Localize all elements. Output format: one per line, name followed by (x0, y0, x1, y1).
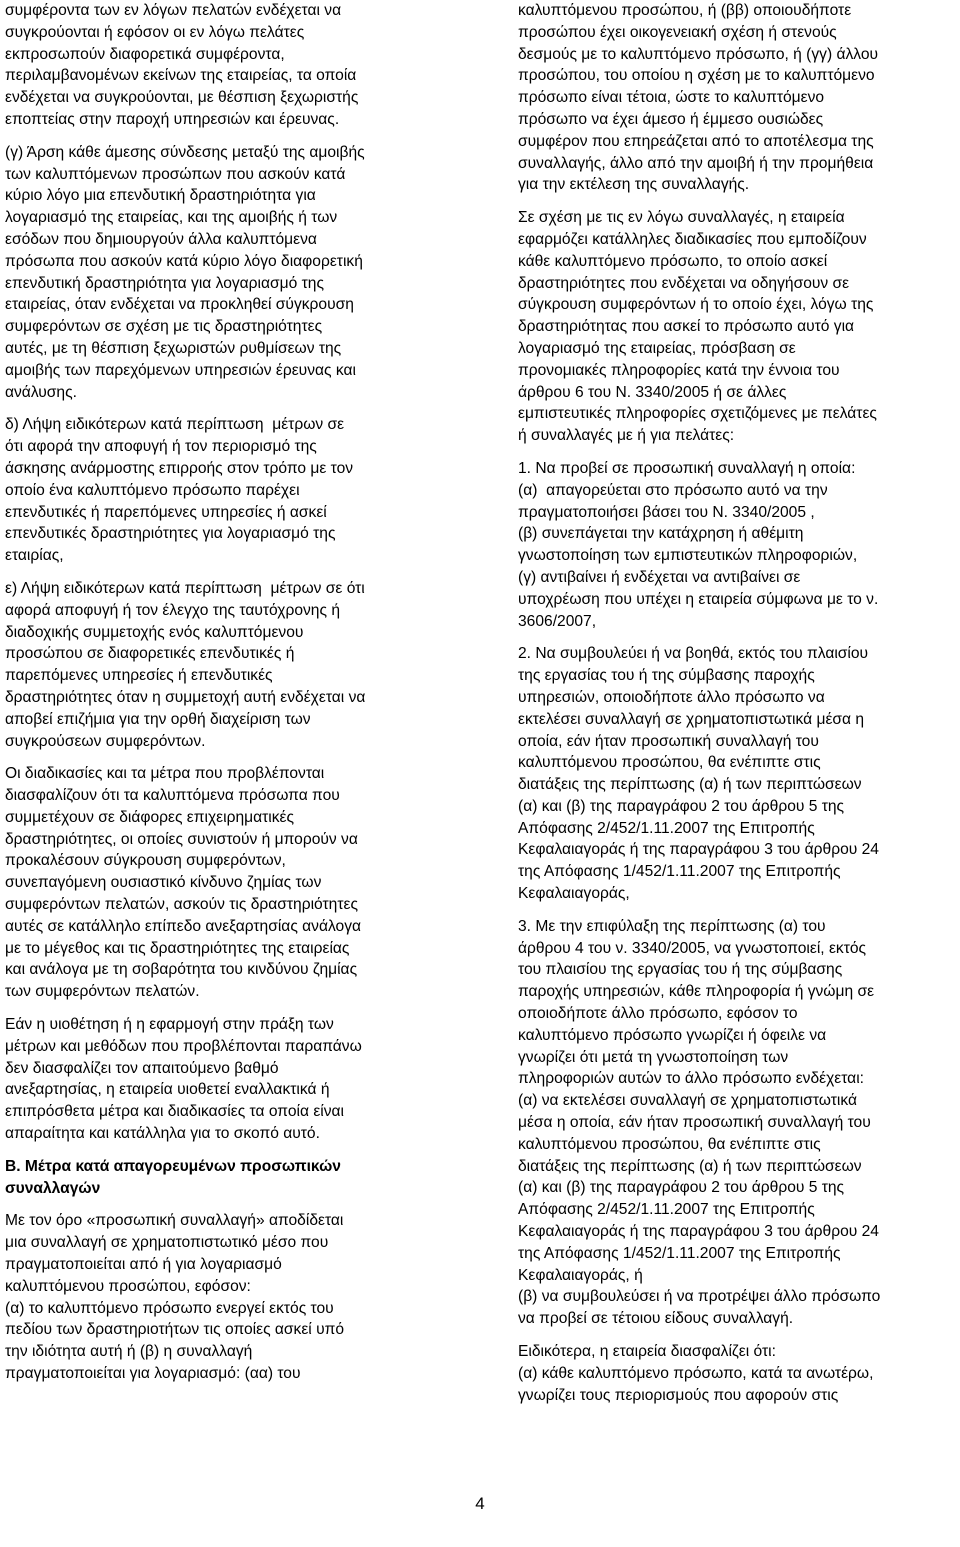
text-line: πραγματοποιείται για λογαριασμό: (αα) του (5, 1365, 301, 1383)
text-line: πραγματοποιήσει βάσει του Ν. 3340/2005 , (518, 503, 815, 521)
text-line: Κεφαλαιαγοράς ή της παραγράφου 3 του άρθρου 24 (518, 1223, 879, 1241)
text-line: 2. Να συμβουλεύει ή να βοηθά, εκτός του πλαισίου (518, 645, 869, 663)
text-line: υπηρεσιών, οποιοδήποτε άλλο πρόσωπο να (518, 688, 825, 706)
text-line: επενδυτικές ή παρεπόμενες υπηρεσίες ή ασκεί (5, 503, 327, 521)
text-line: (α) και (β) της παραγράφου 2 του άρθρου 5 της (518, 1179, 845, 1197)
paragraph-item-c (5, 142, 450, 404)
text-line: Κεφαλαιαγοράς ή της παραγράφου 3 του άρθρου 24 (518, 841, 879, 859)
text-line: συμμετέχουν σε διάφορες επιχειρηματικές (5, 808, 295, 826)
text-line: αυτές, με τη θέσπιση ξεχωριστών ρυθμίσεων της (5, 339, 342, 357)
text-line: του πλαισίου της εργασίας του ή της σύμβασης (518, 961, 843, 979)
text-line: Απόφασης 2/452/1.11.2007 της Επιτροπής (518, 819, 815, 837)
text-line: μέτρων και μεθόδων που προβλέπονται παραπάνω (5, 1037, 362, 1055)
text-line: (α) κάθε καλυπτόμενο πρόσωπο, κατά τα ανωτέρω, (518, 1364, 874, 1382)
paragraph-covered-person (518, 0, 960, 196)
text-line: Οι διαδικασίες και τα μέτρα που προβλέπονται (5, 765, 325, 783)
text-line: δ) Λήψη ειδικότερων κατά περίπτωση μέτρων σε (5, 416, 345, 434)
text-line: γνωστοποίηση των εμπιστευτικών πληροφοριών, (518, 547, 858, 565)
text-line: οποιοδήποτε άλλο πρόσωπο, εφόσον το (518, 1005, 798, 1023)
text-line: (α) να εκτελέσει συναλλαγή σε χρηματοπιστωτικά (518, 1092, 858, 1110)
text-line: αποβεί επιζήμια για την ορθή διαχείριση των (5, 710, 311, 728)
paragraph-item-d (5, 414, 450, 567)
text-line: της Απόφασης 1/452/1.11.2007 της Επιτροπής (518, 1244, 841, 1262)
text-line: εποπτείας στην παροχή υπηρεσιών και έρευνας. (5, 110, 340, 128)
text-line: οποία, εάν ήταν προσωπική συναλλαγή του (518, 732, 819, 750)
text-line: επενδυτικές δραστηριότητες για λογαριασμό της (5, 525, 336, 543)
paragraph-rule-2 (518, 643, 960, 905)
text-line: συνεπαγόμενη ουσιαστικό κίνδυνο ζημίας των (5, 874, 322, 892)
right-column (518, 0, 960, 1406)
paragraph-independence (5, 1014, 450, 1145)
text-line: εφαρμόζει κατάλληλες διαδικασίες που εμποδίζουν (518, 230, 867, 248)
text-line: (γ) Άρση κάθε άμεσης σύνδεσης μεταξύ της αμοιβής (5, 143, 365, 161)
text-line: καλυπτόμενο πρόσωπο γνωρίζει ή όφειλε να (518, 1026, 827, 1044)
text-line: προσώπου, του οποίου η σχέση με το καλυπτόμενο (518, 67, 875, 85)
text-line: διατάξεις της περίπτωσης (α) ή των περιπτώσεων (518, 776, 862, 794)
text-line: (α) το καλυπτόμενο πρόσωπο ενεργεί εκτός του (5, 1299, 334, 1317)
text-line: πληροφοριών αυτών το άλλο πρόσωπο ενδέχεται: (518, 1070, 864, 1088)
text-line: σύγκρουση συμφερόντων ή το οποίο έχει, λόγω της (518, 296, 874, 314)
text-line: για την εκτέλεση της συναλλαγής. (518, 176, 750, 194)
text-line: Σε σχέση με τις εν λόγω συναλλαγές, η εταιρεία (518, 209, 845, 227)
text-line: με το μέγεθος και τις δραστηριότητες της εταιρείας (5, 939, 350, 957)
text-line: αφορά αποφυγή ή τον έλεγχο της ταυτόχρονης ή (5, 601, 340, 619)
text-line: ε) Λήψη ειδικότερων κατά περίπτωση μέτρων σε ότι (5, 579, 365, 597)
text-line: πρόσωπο είναι τέτοια, ώστε το καλυπτόμενο (518, 89, 825, 107)
text-line: την ιδιότητα αυτή ή (β) η συναλλαγή (5, 1343, 253, 1361)
text-line: λογαριασμό της εταιρείας, και της αμοιβής ή των (5, 209, 338, 227)
paragraph-conflict-supervision (5, 0, 450, 131)
text-line: μέσα η οποία, εάν ήταν προσωπική συναλλαγή του (518, 1114, 871, 1132)
text-line: ανεξαρτησίας, η εταιρεία υιοθετεί εναλλακτικά ή (5, 1081, 330, 1099)
paragraph-personal-transaction (5, 1210, 450, 1384)
text-line: υποχρέωση που υπέχει η εταιρεία σύμφωνα με το ν. (518, 590, 879, 608)
text-line: των καλυπτόμενων προσώπων που ασκούν κατά (5, 165, 346, 183)
paragraph-procedures (5, 763, 450, 1003)
text-line: (α) απαγορεύεται στο πρόσωπο αυτό να την (518, 481, 828, 499)
text-line: λογαριασμό της εταιρείας, πρόσβαση σε (518, 339, 796, 357)
text-line: εταιρίας, (5, 547, 64, 565)
text-line: δραστηριότητες, οι οποίες συνιστούν ή μπορούν να (5, 830, 358, 848)
text-line: μια συναλλαγή σε χρηματοπιστωτικό μέσο που (5, 1234, 329, 1252)
paragraph-specifically (518, 1341, 960, 1406)
text-line: δραστηριότητες όταν η συμμετοχή αυτή ενδέχεται να (5, 688, 366, 706)
text-line: οποίο ένα καλυπτόμενο πρόσωπο παρέχει (5, 481, 300, 499)
text-line: δεσμούς με το καλυπτόμενο πρόσωπο, ή (γγ) άλλου (518, 45, 879, 63)
text-line: απαραίτητα και κατάλληλα για το σκοπό αυτό. (5, 1125, 320, 1143)
text-line: των συμφερόντων πελατών. (5, 983, 200, 1001)
text-line: δραστηριότητες που ενδέχεται να οδηγήσουν σε (518, 274, 850, 292)
text-line: Κεφαλαιαγοράς, (518, 885, 630, 903)
heading-line: συναλλαγών (5, 1179, 101, 1197)
text-line: άσκησης ανάρμοστης επιρροής στον τρόπο με τον (5, 459, 354, 477)
text-line: (β) να συμβουλεύσει ή να προτρέψει άλλο πρόσωπο (518, 1288, 881, 1306)
text-line: ή συναλλαγές με ή για πελάτες: (518, 427, 735, 445)
text-line: διαδοχικής συμμετοχής ενός καλυπτόμενου (5, 623, 304, 641)
text-line: εμπιστευτικές πληροφορίες σχετιζόμενες με πελάτες (518, 405, 877, 423)
text-line: 3. Με την επιφύλαξη της περίπτωσης (α) του (518, 917, 826, 935)
text-line: διατάξεις της περίπτωσης (α) ή των περιπτώσεων (518, 1157, 862, 1175)
text-line: άρθρου 6 του Ν. 3340/2005 ή σε άλλες (518, 383, 787, 401)
paragraph-item-e (5, 578, 450, 752)
heading-line: Β. Μέτρα κατά απαγορευμένων προσωπικών (5, 1157, 341, 1175)
text-line: εταιρείας, όταν ενδέχεται να προκληθεί σύγκρουση (5, 296, 354, 314)
text-line: παροχής υπηρεσιών, κάθε πληροφορία ή γνώμη σε (518, 983, 875, 1001)
text-line: της Απόφασης 1/452/1.11.2007 της Επιτροπής (518, 863, 841, 881)
text-line: περιλαμβανομένων εκείνων της εταιρείας, τα οποία (5, 67, 357, 85)
text-line: (α) και (β) της παραγράφου 2 του άρθρου 5 της (518, 797, 845, 815)
text-line: δραστηριότητας που ασκεί το πρόσωπο αυτό για (518, 318, 855, 336)
text-line: Κεφαλαιαγοράς, ή (518, 1266, 643, 1284)
text-line: εκτελέσει συναλλαγή σε χρηματοπιστωτικά μέσα η (518, 710, 865, 728)
text-line: Εάν η υιοθέτηση ή η εφαρμογή στην πράξη των (5, 1016, 334, 1034)
text-line: συμφερόντων σε σχέση με τις δραστηριότητες (5, 318, 323, 336)
text-line: Ειδικότερα, η εταιρεία διασφαλίζει ότι: (518, 1343, 776, 1361)
text-line: καλυπτόμενου προσώπου, θα ενέπιπτε στις (518, 1135, 821, 1153)
text-line: καλυπτόμενου προσώπου, ή (ββ) οποιουδήποτε (518, 2, 852, 19)
text-line: άρθρου 4 του ν. 3340/2005, να γνωστοποιεί, εκτός (518, 939, 867, 957)
text-line: κάθε καλυπτόμενο πρόσωπο, το οποίο ασκεί (518, 252, 828, 270)
text-line: συμφερόντων πελατών, ασκούν τις δραστηριότητες (5, 896, 358, 914)
text-line: κύριο λόγο μια επενδυτική δραστηριότητα για (5, 187, 316, 205)
text-line: 3606/2007, (518, 612, 597, 630)
text-line: πεδίου των δραστηριοτήτων τις οποίες ασκεί υπό (5, 1321, 345, 1339)
text-line: 1. Να προβεί σε προσωπική συναλλαγή η οποία: (518, 459, 856, 477)
text-line: και ανάλογα με τη σοβαρότητα του κινδύνου ζημίας (5, 961, 358, 979)
text-line: αμοιβής των παρεχόμενων υπηρεσιών έρευνας και (5, 361, 356, 379)
paragraph-rule-3 (518, 916, 960, 1330)
text-line: προκαλέσουν σύγκρουση συμφερόντων, (5, 852, 286, 870)
text-line: διασφαλίζουν ότι τα καλυπτόμενα πρόσωπα που (5, 787, 340, 805)
text-line: (γ) αντιβαίνει ή ενδέχεται να αντιβαίνει σε (518, 568, 801, 586)
text-line: ότι αφορά την αποφυγή ή τον περιορισμό της (5, 438, 317, 456)
paragraph-rule-1 (518, 458, 960, 632)
text-line: γνωρίζει τους περιορισμούς που αφορούν στις (518, 1386, 839, 1404)
text-line: συμφέροντα των εν λόγων πελατών ενδέχεται να (5, 2, 342, 19)
text-line: να προβεί σε τέτοιου είδους συναλλαγή. (518, 1310, 794, 1328)
text-line: προσώπου σε διαφορετικές επενδυτικές ή (5, 645, 295, 663)
text-line: πρόσωπα που ασκούν κατά κύριο λόγο διαφορετική (5, 252, 363, 270)
text-line: προσώπου έχει οικογενειακή σχέση ή στενούς (518, 23, 837, 41)
text-line: Με τον όρο «προσωπική συναλλαγή» αποδίδεται (5, 1212, 344, 1230)
text-line: εκπροσωπούν διαφορετικά συμφέροντα, (5, 45, 285, 63)
text-line: συγκρούσεων συμφερόντων. (5, 732, 206, 750)
text-line: επενδυτική δραστηριότητα για λογαριασμό της (5, 274, 324, 292)
text-line: προνομιακές πληροφορίες κατά την έννοια του (518, 361, 840, 379)
text-line: πραγματοποιείται από ή για λογαριασμό (5, 1256, 282, 1274)
text-line: πρόσωπο να έχει άμεσο ή έμμεσο ουσιώδες (518, 110, 824, 128)
text-line: συγκρούονται ή εφόσον οι εν λόγω πελάτες (5, 23, 305, 41)
text-line: καλυπτόμενου προσώπου, εφόσον: (5, 1277, 251, 1295)
text-line: Απόφασης 2/452/1.11.2007 της Επιτροπής (518, 1201, 815, 1219)
text-line: καλυπτόμενου προσώπου, θα ενέπιπτε στις (518, 754, 821, 772)
text-line: (β) συνεπάγεται την κατάχρηση ή αθέμιτη (518, 525, 804, 543)
text-line: συναλλαγής, άλλο από την αμοιβή ή την προμήθεια (518, 154, 874, 172)
text-line: γνωρίζει ότι μετά τη γνωστοποίηση των (518, 1048, 789, 1066)
text-line: επιπρόσθετα μέτρα και διαδικασίες τα οποία είναι (5, 1103, 345, 1121)
text-line: ενδέχεται να συγκρούονται, με θέσπιση ξεχωριστής (5, 89, 359, 107)
text-line: δεν διασφαλίζει τον απαιτούμενο βαθμό (5, 1059, 279, 1077)
page-number: 4 (475, 1494, 485, 1513)
text-line: αυτές σε κατάλληλο επίπεδο ανεξαρτησίας ανάλογα (5, 917, 362, 935)
text-line: της εργασίας του ή της σύμβασης παροχής (518, 667, 815, 685)
text-line: ανάλυσης. (5, 383, 77, 401)
left-column (5, 0, 450, 1385)
text-line: εσόδων που δημιουργούν άλλα καλυπτόμενα (5, 230, 317, 248)
text-line: παρεπόμενες υπηρεσίες ή επενδυτικές (5, 667, 273, 685)
text-line: συμφέρον που επηρεάζεται από το αποτέλεσμα της (518, 132, 874, 150)
section-heading (5, 1156, 450, 1200)
paragraph-procedures-transactions (518, 207, 960, 447)
